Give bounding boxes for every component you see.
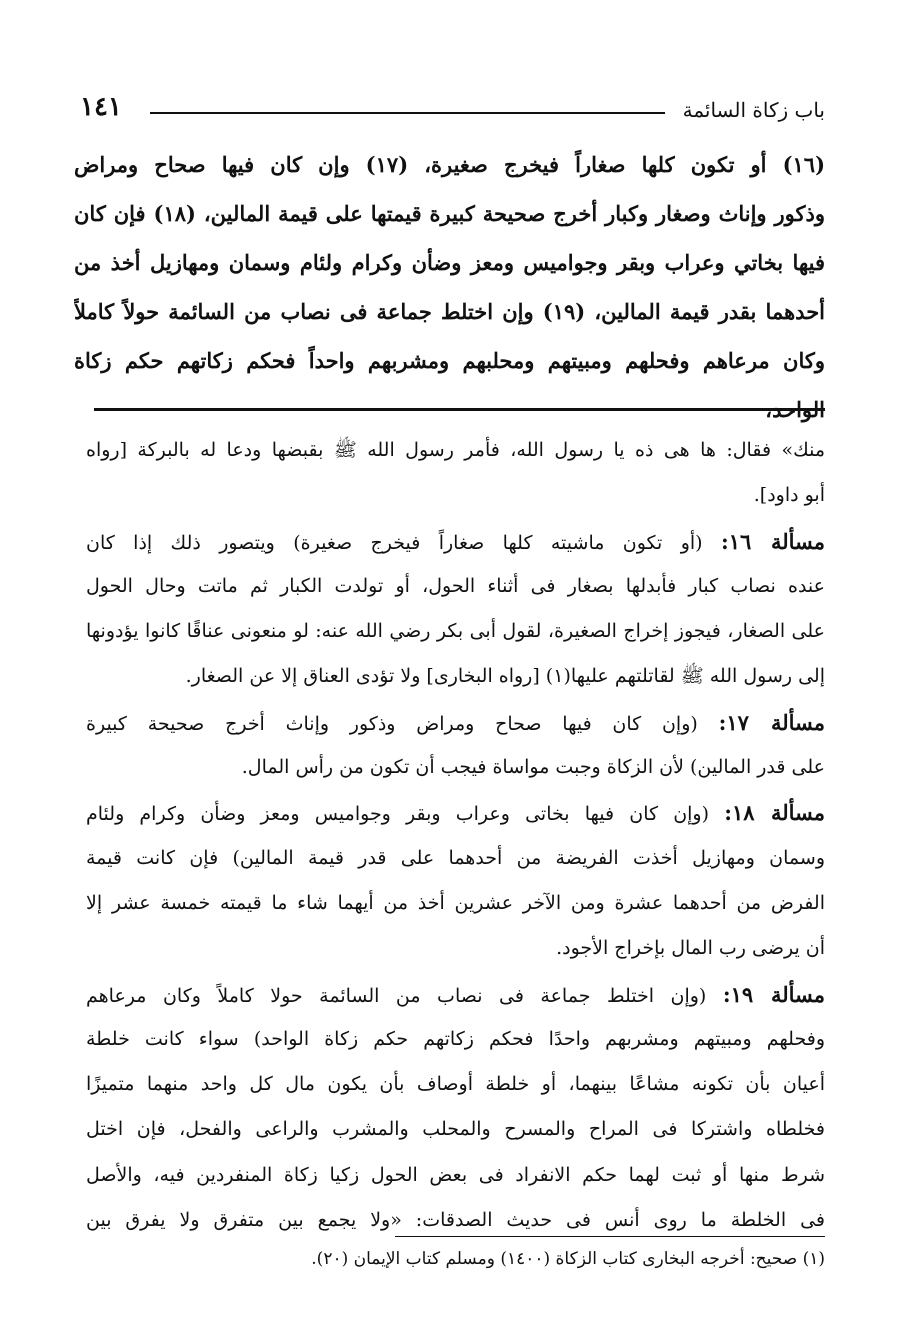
commentary-line: [86, 700, 825, 745]
commentary-line-text: فخلطاه واشتركا فى المراح والمسرح والمحلب والمشرب والراعى والفحل، فإن اختل: [86, 1118, 825, 1141]
page-number: ١٤١: [80, 92, 122, 122]
commentary-line-text: على قدر المالين) لأن الزكاة وجبت مواساة فيجب أن تكون من رأس المال.: [241, 756, 825, 779]
commentary-line: [86, 564, 825, 609]
commentary-line: [86, 428, 825, 473]
page-header: [80, 92, 825, 126]
matn-line: أحدهما بقدر قيمة المالين، (١٩) وإن اختلط جماعة فى نصاب من السائمة حولاً كاملاً: [74, 299, 825, 324]
commentary-line-text: منك» فقال: ها هى ذه يا رسول الله، فأمر رسول الله ﷺ بقبضها ودعا له بالبركة [رواه: [86, 439, 825, 461]
commentary-line: [86, 1107, 825, 1152]
commentary-line-text: (وإن اختلط جماعة فى نصاب من السائمة حولا كاملاً وكان مرعاهم: [86, 984, 707, 1007]
matn-line: الواحد،: [765, 397, 825, 422]
commentary-line-text: أبو داود].: [753, 484, 825, 507]
commentary-line: [86, 1017, 825, 1062]
commentary-line: [86, 654, 825, 699]
commentary-line-text: على الصغار، فيجوز إخراج الصغيرة، لقول أبى بكر رضي الله عنه: لو منعونى عناقًا كانوا يؤدونها: [86, 620, 825, 643]
commentary-line-text: أعيان بأن تكونه مشاعًا بينهما، أو خلطة أوصاف بأن يكون مال كل واحد منهما متميزًا: [86, 1073, 825, 1096]
commentary-line-text: شرط منها أو ثبت لهما حكم الانفراد فى بعض الحول زكيا زكاة المنفردين فيه، والأصل: [86, 1163, 825, 1186]
commentary-line: [86, 609, 825, 654]
masala-label: مسألة ١٨:: [724, 800, 825, 826]
commentary-line: [86, 473, 825, 518]
masala-label: مسألة ١٧:: [718, 709, 825, 735]
chapter-title: باب زكاة السائمة: [682, 98, 825, 122]
commentary-line-text: عنده نصاب كبار فأبدلها بصغار فى أثناء الحول، أو تولدت الكبار ثم ماتت وحال الحول: [86, 574, 825, 597]
section-divider: [94, 408, 825, 411]
commentary-line-text: (أو تكون ماشيته كلها صغاراً فيخرج صغيرة) ويتصور ذلك إذا كان: [86, 531, 703, 554]
commentary-line: [86, 1062, 825, 1107]
commentary-line: [86, 519, 825, 564]
footnote-divider: [395, 1236, 825, 1237]
commentary-line: [86, 1153, 825, 1198]
commentary-line: [86, 881, 825, 926]
commentary-line-text: الفرض من أحدهما عشرة ومن الآخر عشرين أخذ من أيهما شاء ما قيمته خمسة عشر إلا: [86, 891, 825, 914]
header-rule: [150, 112, 665, 114]
commentary-line-text: إلى رسول الله ﷺ لقاتلتهم عليها(١) [رواه البخارى] ولا تؤدى العناق إلا عن الصغار.: [185, 665, 825, 688]
commentary-line-text: وسمان ومهازيل أخذت الفريضة من أحدهما على قدر قيمة المالين) فإن كانت قيمة: [86, 846, 825, 869]
matn-line: (١٦) أو تكون كلها صغاراً فيخرج صغيرة، (١٧) وإن كان فيها صحاح ومراض: [74, 152, 825, 177]
commentary-line-text: أن يرضى رب المال بإخراج الأجود.: [556, 937, 825, 960]
matn-line: فيها بخاتي وعراب وبقر وجواميس ومعز وضأن وكرام ولئام وسمان ومهازيل أخذ من: [74, 250, 825, 275]
commentary-line: [86, 926, 825, 971]
commentary-line-text: (وإن كان فيها بخاتى وعراب وبقر وجواميس ومعز وضأن وكرام ولئام: [86, 803, 710, 826]
masala-label: مسألة ١٩:: [722, 981, 825, 1007]
matn-line: وكان مرعاهم وفحلهم ومبيتهم ومحلبهم ومشربهم واحداً فحكم زكاتهم حكم زكاة: [74, 348, 825, 373]
commentary-line-text: فى الخلطة ما روى أنس فى حديث الصدقات: «ولا يجمع بين متفرق ولا يفرق بين: [86, 1209, 825, 1232]
commentary-line: [86, 836, 825, 881]
commentary-line: [86, 790, 825, 835]
commentary-line: [86, 745, 825, 790]
matn-line: وذكور وإناث وصغار وكبار أخرج صحيحة كبيرة قيمتها على قيمة المالين، (١٨) فإن كان: [74, 201, 825, 226]
commentary-line: [86, 972, 825, 1017]
masala-label: مسألة ١٦:: [720, 528, 825, 554]
matn-text: [74, 140, 825, 434]
commentary-line-text: وفحلهم ومبيتهم ومشربهم واحدًا فحكم زكاتهم حكم زكاة الواحد) سواء كانت خلطة: [86, 1027, 825, 1050]
commentary-line-text: (وإن كان فيها صحاح ومراض وذكور وإناث أخرج صحيحة كبيرة: [86, 712, 698, 735]
commentary-text: [86, 428, 825, 1243]
footnote: (١) صحيح: أخرجه البخارى كتاب الزكاة (١٤٠٠) ومسلم كتاب الإيمان (٢٠).: [311, 1249, 825, 1269]
